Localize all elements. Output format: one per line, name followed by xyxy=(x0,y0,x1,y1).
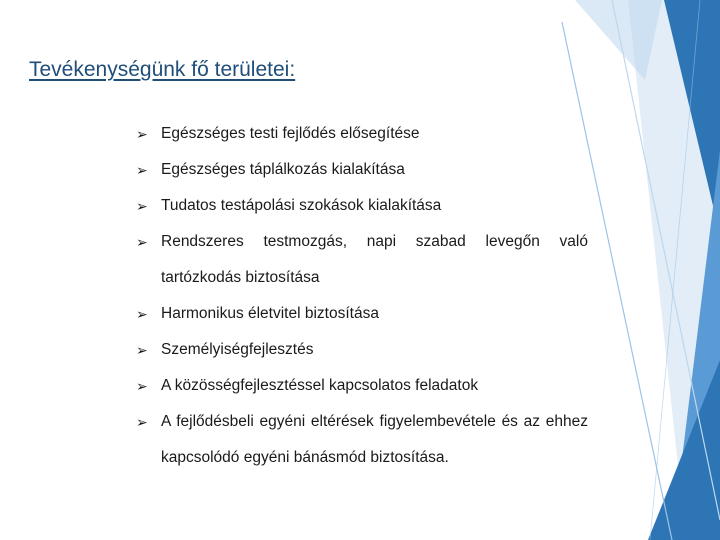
bullet-item xyxy=(136,368,588,404)
bullet-text: A közösségfejlesztéssel kapcsolatos feladatok xyxy=(161,377,479,394)
arrow-right-icon: ➢ xyxy=(136,198,148,214)
bullet-text: Rendszeres testmozgás, napi szabad levegőn való tartózkodás biztosítása xyxy=(161,233,588,286)
arrow-right-icon: ➢ xyxy=(136,234,148,250)
bullet-item xyxy=(136,404,588,476)
bullet-item xyxy=(136,152,588,188)
bullet-text: Tudatos testápolási szokások kialakítása xyxy=(161,197,442,214)
bullet-item xyxy=(136,224,588,296)
bullet-item xyxy=(136,188,588,224)
arrow-right-icon: ➢ xyxy=(136,162,148,178)
arrow-right-icon: ➢ xyxy=(136,414,148,430)
arrow-right-icon: ➢ xyxy=(136,126,148,142)
bullet-item xyxy=(136,296,588,332)
arrow-right-icon: ➢ xyxy=(136,306,148,322)
bullet-text: Egészséges testi fejlődés elősegítése xyxy=(161,125,420,142)
bullet-text: Személyiségfejlesztés xyxy=(161,341,314,358)
bullet-list xyxy=(136,116,588,476)
arrow-right-icon: ➢ xyxy=(136,378,148,394)
bullet-item xyxy=(136,332,588,368)
bullet-item xyxy=(136,116,588,152)
bullet-text: A fejlődésbeli egyéni eltérések figyelembevétele és az ehhez kapcsolódó egyéni bánásmód biztosítása. xyxy=(161,413,588,466)
bullet-text: Egészséges táplálkozás kialakítása xyxy=(161,161,405,178)
slide-title: Tevékenységünk fő területei: xyxy=(29,58,296,81)
arrow-right-icon: ➢ xyxy=(136,342,148,358)
bullet-text: Harmonikus életvitel biztosítása xyxy=(161,305,379,322)
